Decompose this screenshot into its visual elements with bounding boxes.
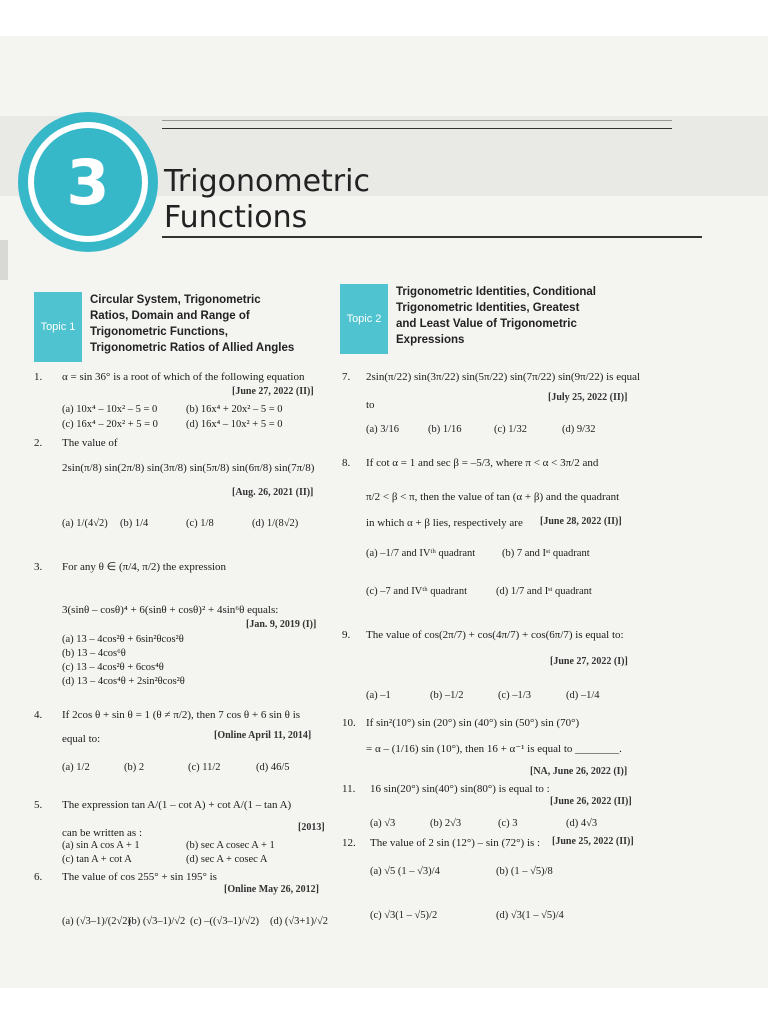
option: (d) 1/(8√2) [252,518,299,529]
option: (c) –((√3–1)/√2) [190,916,259,927]
option: (a) –1/7 and IVᵗʰ quadrant [366,548,476,559]
question-text: α = sin 36° is a root of which of the following equation [62,371,305,383]
option: (a) √3 [370,818,396,829]
question-source: [June 26, 2022 (II)] [550,796,632,807]
question-text: The expression tan A/(1 – cot A) + cot A/(1 – tan A) [62,799,292,811]
question-source: [Online April 11, 2014] [214,730,312,741]
question-expression: 2sin(π/8) sin(2π/8) sin(3π/8) sin(5π/8) sin(6π/8) sin(7π/8) [62,462,315,474]
page-fold [0,240,8,280]
topic2-heading-line: and Least Value of Trigonometric [396,318,577,330]
question-number: 7. [342,371,351,383]
question-text-cont: = α – (1/16) sin (10°), then 16 + α⁻¹ is equal to ________. [366,743,622,755]
option: (b) 1/4 [120,518,149,529]
question-number: 2. [34,437,43,449]
topic1-heading-line: Trigonometric Ratios of Allied Angles [90,342,295,354]
option: (b) sec A cosec A + 1 [186,840,275,851]
chapter-title [164,164,370,236]
topic1-heading-line: Trigonometric Functions, [90,326,229,338]
option: (b) (1 – √5)/8 [496,866,553,877]
option: (a) 1/(4√2) [62,518,108,529]
option: (a) 13 – 4cos²θ + 6sin²θcos²θ [62,634,184,645]
question-text: The value of cos 255° + sin 195° is [62,871,217,883]
topic1-heading-line: Ratios, Domain and Range of [90,310,250,322]
question-text: If 2cos θ + sin θ = 1 (θ ≠ π/2), then 7 cos θ + 6 sin θ is [62,709,301,721]
topic1-heading [90,292,294,356]
question-source: [June 25, 2022 (II)] [552,836,634,847]
option: (b) 1/16 [428,424,462,435]
option: (c) 11/2 [188,762,221,773]
question-number: 10. [342,717,356,729]
chapter-number: 3 [34,128,142,236]
question-text-cont: in which α + β lies, respectively are [366,517,523,529]
option: (d) 9/32 [562,424,596,435]
option: (d) 13 – 4cos⁴θ + 2sin²θcos²θ [62,676,185,687]
option: (b) 2√3 [430,818,462,829]
question-text-cont: π/2 < β < π, then the value of tan (α + β) and the quadrant [366,491,620,503]
question-number: 6. [34,871,43,883]
question-number: 1. [34,371,43,383]
question-text: If sin²(10°) sin (20°) sin (40°) sin (50°) sin (70°) [366,717,580,729]
question-text: The value of [62,437,118,449]
question-source: [NA, June 26, 2022 (I)] [530,766,628,777]
chapter-title-line2: Functions [164,200,308,235]
question-text: If cot α = 1 and sec β = –5/3, where π < α < 3π/2 and [366,457,599,469]
question-text-cont: equal to: [62,733,101,745]
option: (d) (√3+1)/√2 [270,916,328,927]
option: (c) 1/32 [494,424,527,435]
question-text: For any θ ∈ (π/4, π/2) the expression [62,561,227,573]
option: (d) 16x⁴ – 10x² + 5 = 0 [186,419,283,430]
option: (c) 3 [498,818,518,829]
option: (b) 16x⁴ + 20x² – 5 = 0 [186,404,283,415]
option: (c) √3(1 – √5)/2 [370,910,438,921]
topic2-tab: Topic 2 [340,284,388,354]
topic2-heading-line: Trigonometric Identities, Greatest [396,302,580,314]
option: (b) 7 and Iˢᵗ quadrant [502,548,590,559]
option: (d) 1/7 and Iˢᵗ quadrant [496,586,592,597]
option: (c) –7 and IVᵗʰ quadrant [366,586,468,597]
option: (d) sec A + cosec A [186,854,268,865]
option: (b) (√3–1)/√2 [128,916,186,927]
option: (c) –1/3 [498,690,531,701]
question-number: 4. [34,709,43,721]
question-text-cont: can be written as : [62,827,143,839]
question-source: [Aug. 26, 2021 (II)] [232,487,314,498]
header-rule-thin [162,120,672,121]
option: (a) √5 (1 – √3)/4 [370,866,440,877]
option: (a) 10x⁴ – 10x² – 5 = 0 [62,404,158,415]
question-source: [2013] [298,822,325,833]
option: (d) 4√3 [566,818,598,829]
question-number: 8. [342,457,351,469]
question-number: 3. [34,561,43,573]
question-text: 16 sin(20°) sin(40°) sin(80°) is equal to : [370,783,550,795]
header-rule-top [162,128,672,129]
option: (a) sin A cos A + 1 [62,840,140,851]
topic2-heading-line: Expressions [396,334,465,346]
question-text: 2sin(π/22) sin(3π/22) sin(5π/22) sin(7π/22) sin(9π/22) is equal [366,371,641,383]
topic1-tab: Topic 1 [34,292,82,362]
question-source: [Jan. 9, 2019 (I)] [246,619,317,630]
question-source: [Online May 26, 2012] [224,884,319,895]
chapter-title-line1: Trigonometric [164,164,370,199]
question-text: The value of 2 sin (12°) – sin (72°) is : [370,837,541,849]
topic1-heading-line: Circular System, Trigonometric [90,294,261,306]
option: (a) –1 [366,690,391,701]
question-expression: 3(sinθ – cosθ)⁴ + 6(sinθ + cosθ)² + 4sin⁶θ equals: [62,604,279,616]
option: (b) –1/2 [430,690,464,701]
option: (c) 1/8 [186,518,214,529]
question-number: 5. [34,799,43,811]
header-rule-bottom [162,236,702,238]
option: (b) 2 [124,762,145,773]
question-number: 9. [342,629,351,641]
question-source: [June 28, 2022 (II)] [540,516,622,527]
topic2-heading-line: Trigonometric Identities, Conditional [396,286,596,298]
question-source: [June 27, 2022 (II)] [232,386,314,397]
option: (d) –1/4 [566,690,600,701]
question-source: [June 27, 2022 (I)] [550,656,628,667]
option: (c) tan A + cot A [62,854,132,865]
option: (d) √3(1 – √5)/4 [496,910,564,921]
question-text-cont: to [366,399,375,411]
option: (c) 16x⁴ – 20x² + 5 = 0 [62,419,158,430]
question-text: The value of cos(2π/7) + cos(4π/7) + cos(6π/7) is equal to: [366,629,624,641]
topic2-heading [396,284,596,348]
option: (a) 1/2 [62,762,90,773]
option: (c) 13 – 4cos²θ + 6cos⁴θ [62,662,164,673]
option: (b) 13 – 4cos⁶θ [62,648,126,659]
option: (d) 46/5 [256,762,290,773]
option: (a) (√3–1)/(2√2) [62,916,131,927]
option: (a) 3/16 [366,424,399,435]
question-number: 11. [342,783,356,795]
question-source: [July 25, 2022 (II)] [548,392,628,403]
question-number: 12. [342,837,356,849]
